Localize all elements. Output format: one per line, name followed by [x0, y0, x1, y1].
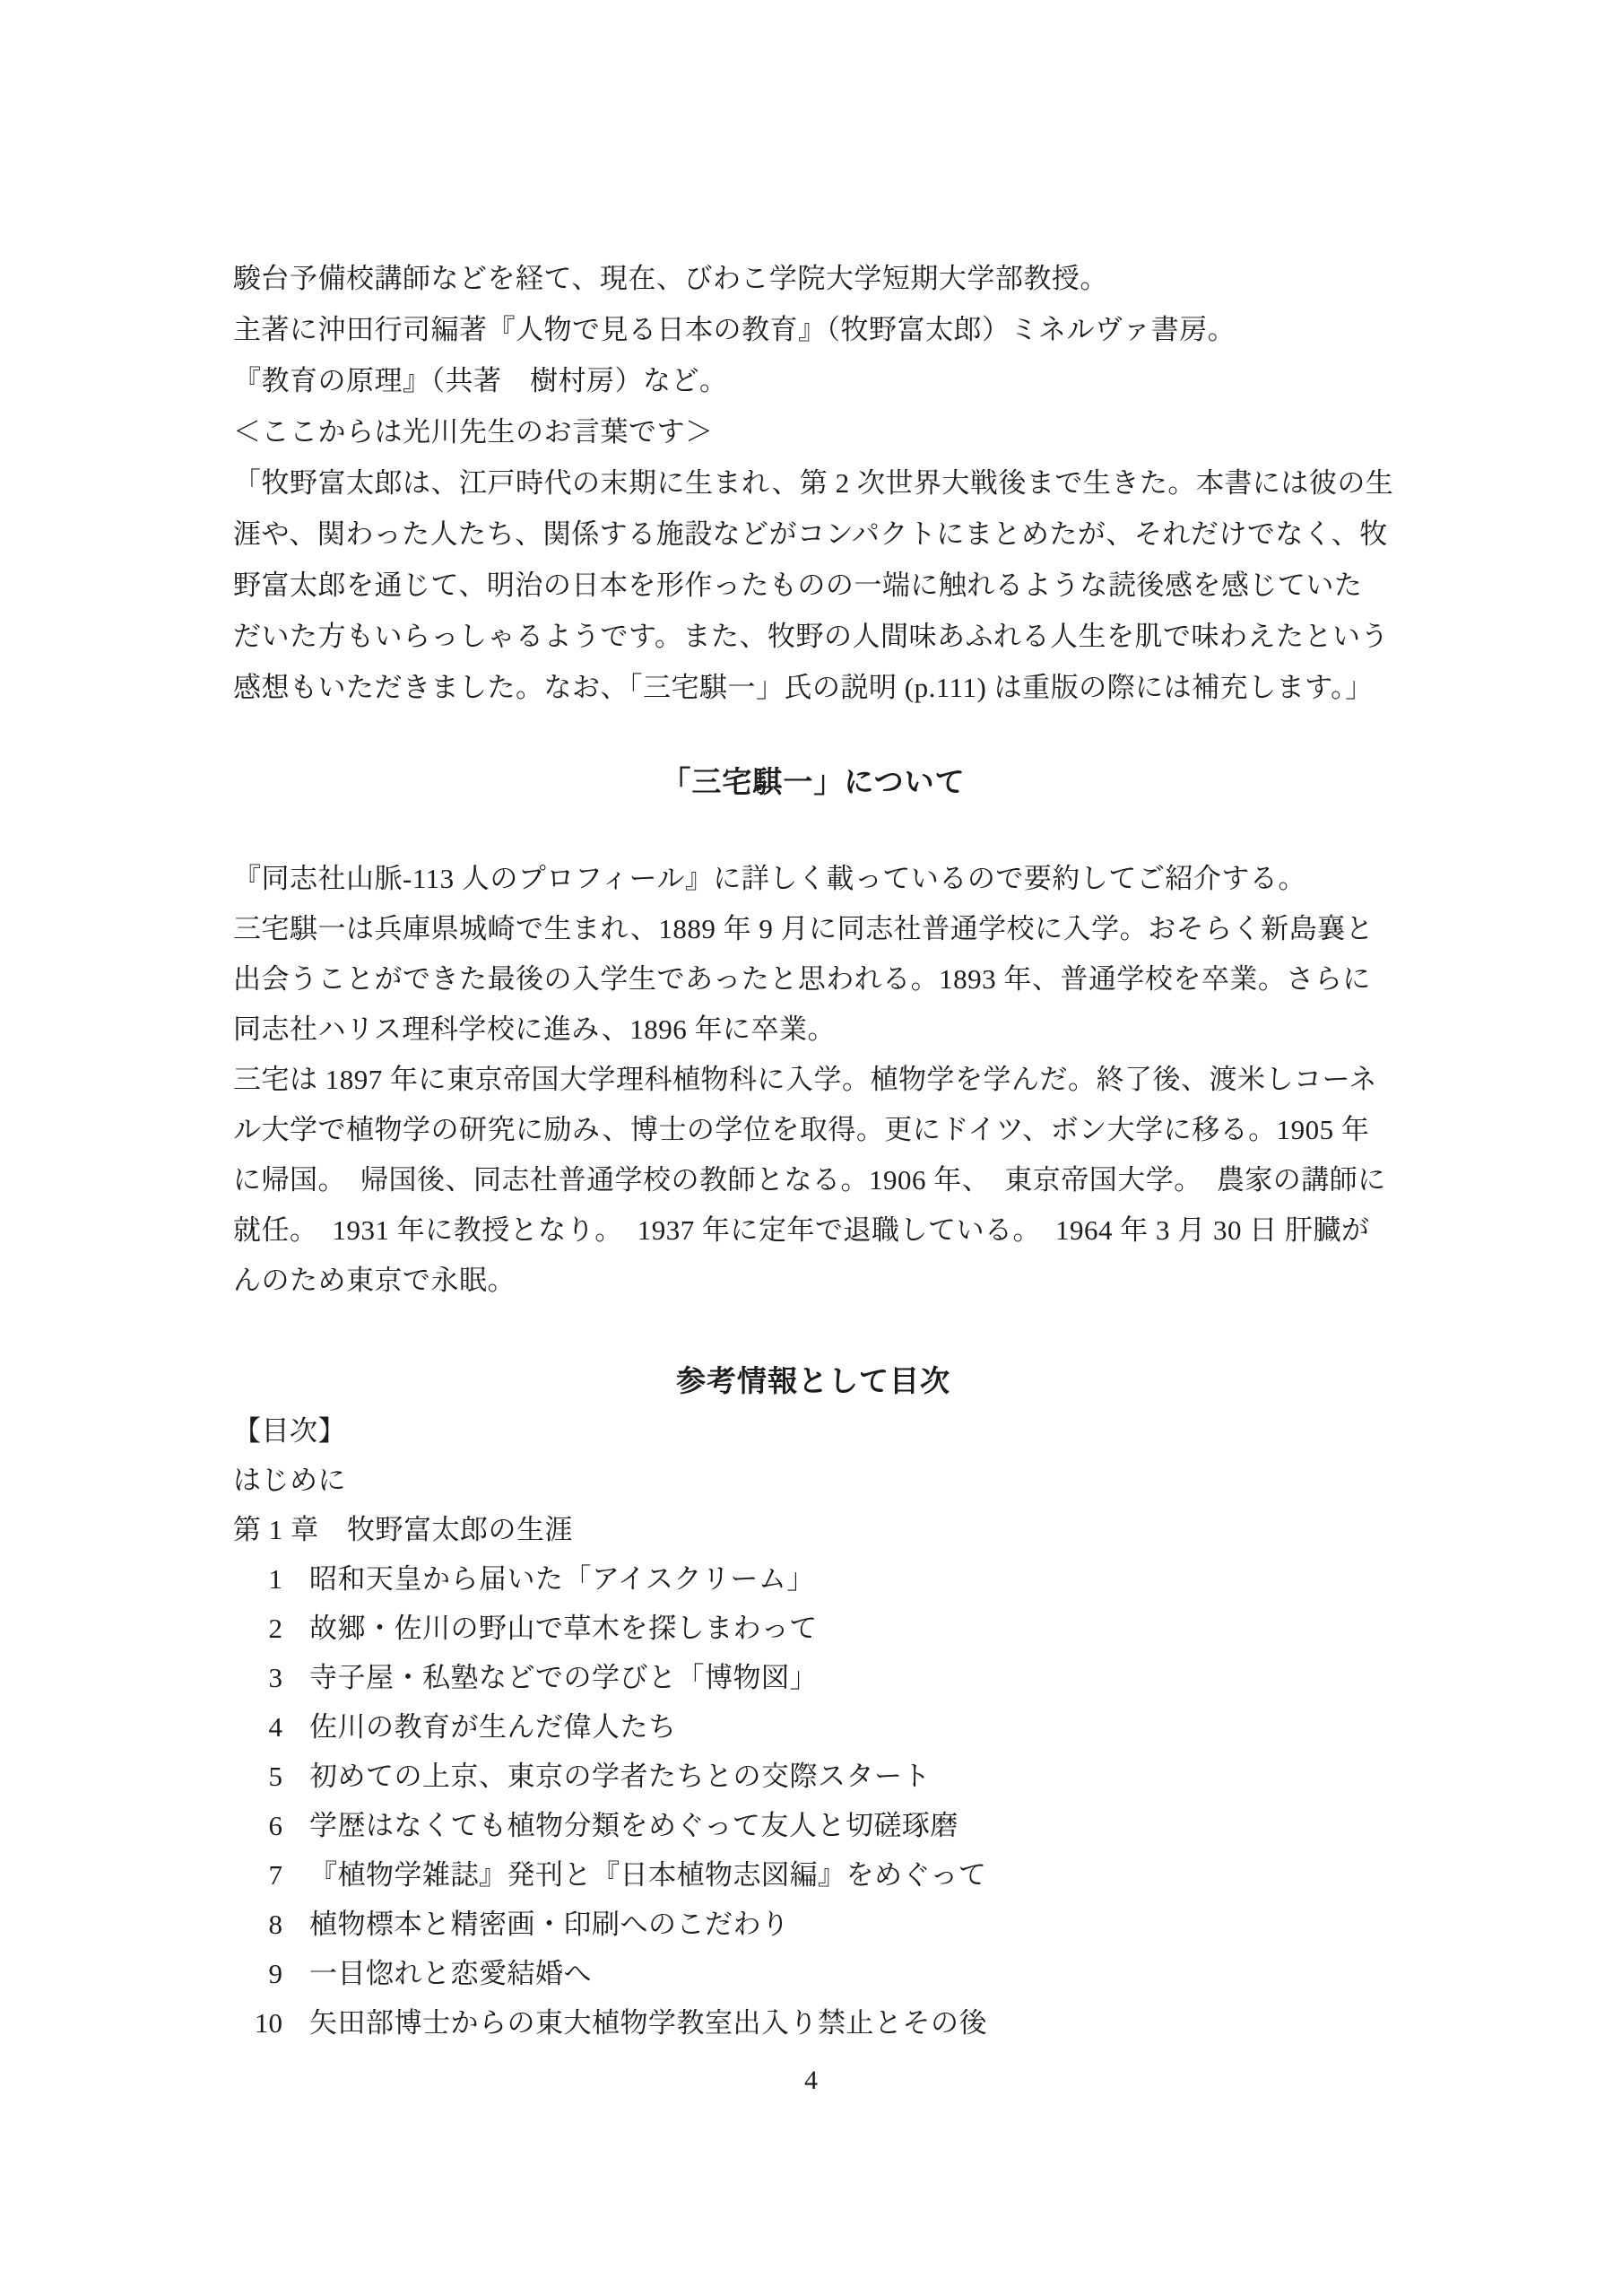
toc-item-number: 3	[268, 1662, 282, 1693]
toc-block	[233, 1406, 1393, 2048]
toc-item-title: 昭和天皇から届いた「アイスクリーム」	[309, 1563, 815, 1595]
toc-item	[233, 1850, 1393, 1900]
quote-line: 「牧野富太郎は、江戸時代の末期に生まれ、第 2 次世界大戦後まで生きた。本書には彼の生	[233, 467, 1394, 499]
quote-line: 感想もいただきました。なお、「三宅騏一」氏の説明 (p.111) は重版の際には補充します。」	[233, 672, 1374, 703]
miyake-line: んのため東京で永眠。	[233, 1265, 516, 1296]
intro-line: 『教育の原理』（共著 樹村房）など。	[233, 365, 728, 396]
miyake-line: 三宅騏一は兵庫県城崎で生まれ、1889 年 9 月に同志社普通学校に入学。おそらく新島襄と	[233, 913, 1375, 944]
toc-item	[233, 1702, 1393, 1752]
toc-item	[233, 1554, 1393, 1604]
toc-preface: はじめに	[233, 1465, 346, 1496]
toc-chapter-title: 第 1 章 牧野富太郎の生涯	[233, 1514, 573, 1545]
intro-line: 主著に沖田行司編著『人物で見る日本の教育』（牧野富太郎）ミネルヴァ書房。	[233, 314, 1236, 345]
miyake-line: ル大学で植物学の研究に励み、博士の学位を取得。更にドイツ、ボン大学に移る。1905 年	[233, 1114, 1370, 1145]
miyake-line: 出会うことができた最後の入学生であったと思われる。1893 年、普通学校を卒業。さらに	[233, 963, 1371, 995]
toc-item-number: 10	[255, 2007, 282, 2039]
toc-item-title: 寺子屋・私塾などでの学びと「博物図」	[309, 1662, 818, 1693]
toc-item-number: 7	[268, 1859, 282, 1891]
quote-paragraph	[233, 457, 1393, 713]
miyake-section-heading: 「三宅騏一」について	[661, 765, 966, 798]
toc-item	[233, 1949, 1393, 1998]
toc-item-number: 6	[268, 1810, 282, 1841]
miyake-line: 同志社ハリス理科学校に進み、1896 年に卒業。	[233, 1013, 836, 1045]
toc-section-heading: 参考情報として目次	[676, 1364, 950, 1397]
toc-item-title: 故郷・佐川の野山で草木を探しまわって	[309, 1613, 818, 1644]
intro-line: ＜ここからは光川先生のお言葉です＞	[233, 416, 714, 448]
intro-line: 駿台予備校講師などを経て、現在、びわこ学院大学短期大学部教授。	[233, 263, 1108, 294]
toc-item-title: 一目惚れと恋愛結婚へ	[309, 1958, 592, 1989]
toc-label: 【目次】	[233, 1415, 346, 1447]
miyake-section-body	[233, 854, 1393, 1306]
toc-item-title: 『植物学雑誌』発刊と『日本植物志図編』をめぐって	[309, 1859, 987, 1891]
page-number: 4	[804, 2066, 818, 2095]
toc-item-title: 矢田部博士からの東大植物学教室出入り禁止とその後	[309, 2007, 987, 2039]
toc-item-number: 5	[268, 1761, 282, 1792]
quote-line: だいた方もいらっしゃるようです。また、牧野の人間味あふれる人生を肌で味わえたという	[233, 621, 1390, 652]
toc-item-number: 8	[268, 1909, 282, 1940]
toc-item-number: 1	[268, 1563, 282, 1595]
toc-item-title: 植物標本と精密画・印刷へのこだわり	[309, 1909, 790, 1940]
toc-item	[233, 1998, 1393, 2048]
toc-item-number: 2	[268, 1613, 282, 1644]
toc-item-number: 4	[268, 1711, 282, 1743]
toc-item-number: 9	[268, 1958, 282, 1989]
quote-line: 野富太郎を通じて、明治の日本を形作ったものの一端に触れるような読後感を感じていた	[233, 570, 1363, 601]
toc-item-list	[233, 1554, 1393, 2048]
toc-item-title: 初めての上京、東京の学者たちとの交際スタート	[309, 1761, 931, 1792]
miyake-line: に帰国。 帰国後、同志社普通学校の教師となる。1906 年、 東京帝国大学。 農家の講師に	[233, 1164, 1386, 1196]
toc-item	[233, 1752, 1393, 1801]
intro-paragraph	[233, 253, 1393, 457]
page-content	[233, 253, 1393, 2048]
toc-item	[233, 1801, 1393, 1850]
toc-item	[233, 1653, 1393, 1702]
toc-item	[233, 1604, 1393, 1653]
miyake-line: 三宅は 1897 年に東京帝国大学理科植物科に入学。植物学を学んだ。終了後、渡米しコーネ	[233, 1064, 1377, 1095]
miyake-line: 『同志社山脈-113 人のプロフィール』に詳しく載っているので要約してご紹介する。	[233, 863, 1306, 894]
quote-line: 涯や、関わった人たち、関係する施設などがコンパクトにまとめたが、それだけでなく、牧	[233, 518, 1388, 550]
toc-item-title: 学歴はなくても植物分類をめぐって友人と切磋琢磨	[309, 1810, 958, 1841]
toc-item-title: 佐川の教育が生んだ偉人たち	[309, 1711, 677, 1743]
miyake-line: 就任。 1931 年に教授となり。 1937 年に定年で退職している。 1964 年 3 月 30 日 肝臓が	[233, 1214, 1370, 1246]
toc-item	[233, 1900, 1393, 1949]
